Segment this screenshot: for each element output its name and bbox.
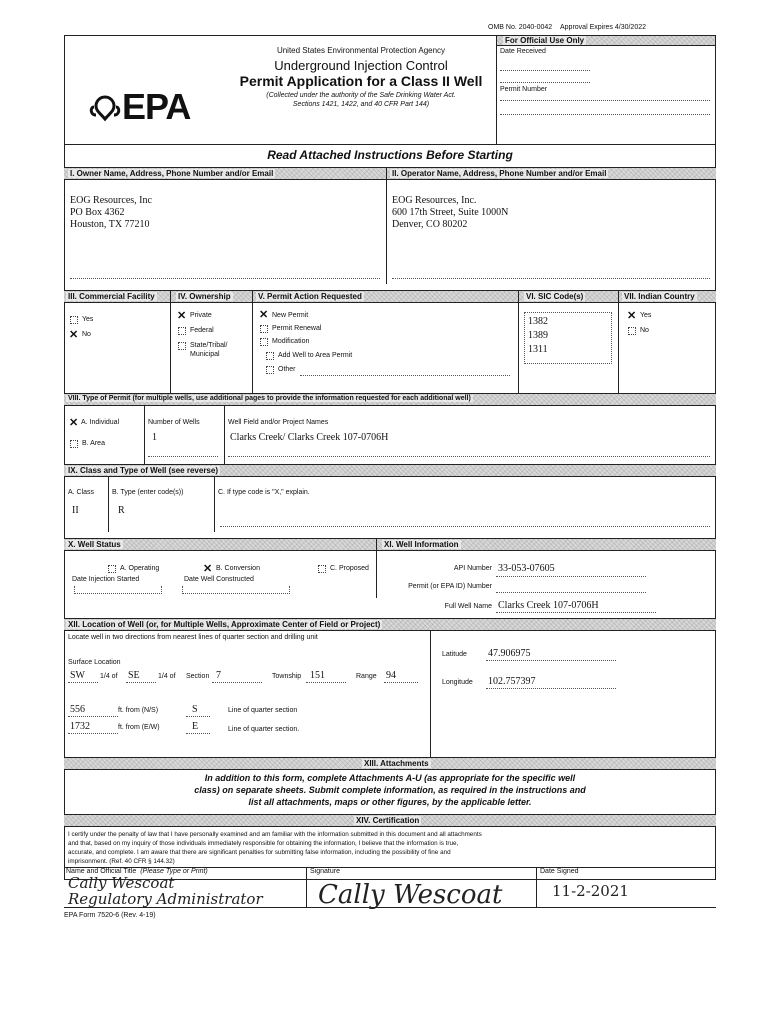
new-permit-checkbox[interactable]: ✕	[259, 309, 269, 321]
epa-flower-icon	[88, 93, 122, 123]
surface-location-label: Surface Location	[68, 659, 121, 666]
number-of-wells-label: Number of Wells	[148, 419, 200, 426]
owner-line-1: EOG Resources, Inc	[70, 195, 152, 206]
status-proposed-label: C. Proposed	[330, 565, 369, 572]
commercial-yes-label: Yes	[82, 316, 94, 323]
number-of-wells-value[interactable]: 1	[152, 432, 157, 443]
new-permit-label: New Permit	[272, 312, 309, 319]
ownership-federal-checkbox[interactable]	[178, 327, 186, 335]
ownership-federal-label: Federal	[190, 327, 214, 334]
range-value[interactable]: 94	[386, 670, 396, 681]
ns-direction-value[interactable]: S	[192, 704, 198, 715]
section-3-7-header: III. Commercial Facility IV. Ownership V. Permit Action Requested VI. SIC Code(s) VII. Indian Country	[64, 290, 716, 303]
official-use-header: For Official Use Only	[497, 36, 715, 46]
program-name: Underground Injection Control	[274, 58, 448, 73]
permit-id-field[interactable]	[496, 592, 646, 593]
indian-country-yes-checkbox[interactable]: ✕	[627, 310, 637, 322]
omb-number: OMB No. 2040-0042	[488, 24, 553, 31]
section-14-header: XIV. Certification	[64, 814, 716, 827]
permit-number-label: Permit Number	[500, 86, 548, 93]
status-operating-label: A. Operating	[120, 565, 160, 572]
add-well-label: Add Well to Area Permit	[278, 352, 353, 359]
latitude-label: Latitude	[442, 651, 467, 658]
date-signed-value[interactable]: 11-2-2021	[552, 882, 629, 900]
section-13-header: XIII. Attachments	[64, 757, 716, 770]
certification-line-4: imprisonment. (Ref. 40 CFR § 144.32)	[68, 858, 175, 865]
permit-renewal-checkbox[interactable]	[260, 325, 268, 333]
township-value[interactable]: 151	[310, 670, 325, 681]
signature[interactable]: Cally Wescoat	[318, 880, 503, 910]
form-number: EPA Form 7520-6 (Rev. 4-19)	[64, 912, 156, 919]
other-label: Other	[278, 366, 296, 373]
ownership-private-checkbox[interactable]: ✕	[177, 310, 187, 322]
ew-distance-label: ft. from (E/W)	[118, 724, 160, 731]
date-signed-label: Date Signed	[540, 868, 579, 875]
status-proposed-checkbox[interactable]	[318, 565, 326, 573]
operator-line-3: Denver, CO 80202	[392, 219, 468, 230]
certification-line-1: I certify under the penalty of law that I have personally examined and am familiar with the information submitted in this document and all attachments	[68, 831, 482, 838]
permit-individual-label: A. Individual	[81, 419, 120, 426]
ownership-state-label: State/Tribal/	[190, 342, 228, 349]
indian-country-yes-label: Yes	[640, 312, 652, 319]
status-conversion-label: B. Conversion	[216, 565, 260, 572]
attachments-line-3: list all attachments, maps or other figures, by the applicable letter.	[248, 797, 532, 807]
permit-renewal-label: Permit Renewal	[272, 325, 322, 332]
well-field-value[interactable]: Clarks Creek/ Clarks Creek 107-0706H	[230, 432, 389, 443]
commercial-no-checkbox[interactable]: ✕	[69, 329, 79, 341]
status-operating-checkbox[interactable]	[108, 565, 116, 573]
epa-wordmark: EPA	[122, 86, 191, 127]
well-name-label: Full Well Name	[444, 603, 492, 610]
class-label: A. Class	[68, 489, 95, 496]
ew-distance-value[interactable]: 1732	[70, 721, 90, 732]
indian-country-no-label: No	[640, 327, 649, 334]
ownership-private-label: Private	[190, 312, 212, 319]
authority-line-1: (Collected under the authority of the Safe Drinking Water Act.	[266, 92, 456, 99]
form-title: Permit Application for a Class II Well	[239, 73, 483, 89]
authority-line-2: Sections 1421, 1422, and 40 CFR Part 144)	[292, 101, 430, 108]
ns-distance-value[interactable]: 556	[70, 704, 85, 715]
operator-line-2: 600 17th Street, Suite 1000N	[392, 207, 509, 218]
date-received-field[interactable]	[500, 70, 590, 71]
section-10-11-header: X. Well Status XI. Well Information	[64, 538, 716, 551]
epa-logo	[88, 93, 122, 128]
api-number-label: API Number	[453, 565, 492, 572]
attachments-line-2: class) on separate sheets. Submit complete information, as required in the instructions and	[194, 785, 586, 795]
certification-line-3: accurate, and complete. I am aware that there are significant penalties for submitting false information, including the possibility of fine and	[68, 849, 451, 856]
signer-name[interactable]: Cally Wescoat	[68, 874, 175, 892]
type-explain-label: C. If type code is "X," explain.	[218, 489, 310, 496]
ns-line-label: Line of quarter section	[228, 707, 298, 714]
api-number-value[interactable]: 33-053-07605	[498, 563, 555, 574]
date-injection-label: Date Injection Started	[72, 576, 140, 583]
sic-code-1: 1382	[528, 316, 548, 327]
sic-code-2: 1389	[528, 330, 548, 341]
range-label: Range	[356, 673, 377, 680]
permit-area-label: B. Area	[82, 440, 105, 447]
operator-line-1: EOG Resources, Inc.	[392, 195, 477, 206]
date-injection-field[interactable]	[74, 586, 162, 594]
class-value[interactable]: II	[72, 505, 79, 516]
ownership-state-checkbox[interactable]	[178, 342, 186, 350]
signature-label: Signature	[310, 868, 340, 875]
latitude-value[interactable]: 47.906975	[488, 648, 531, 659]
other-field[interactable]	[300, 375, 510, 376]
quarter-2-label: 1/4 of	[158, 673, 176, 680]
permit-individual-checkbox[interactable]: ✕	[69, 417, 79, 429]
attachments-line-1: In addition to this form, complete Attachments A-U (as appropriate for the specific well	[204, 773, 576, 783]
indian-country-no-checkbox[interactable]	[628, 327, 636, 335]
modification-checkbox[interactable]	[260, 338, 268, 346]
other-checkbox[interactable]	[266, 366, 274, 374]
ew-direction-value[interactable]: E	[192, 721, 199, 732]
owner-line-2: PO Box 4362	[70, 207, 125, 218]
commercial-no-label: No	[82, 331, 91, 338]
date-constructed-field[interactable]	[182, 586, 290, 594]
agency-name: United States Environmental Protection Agency	[276, 46, 446, 55]
section-value[interactable]: 7	[216, 670, 221, 681]
certification-line-2: and that, based on my inquiry of those individuals immediately responsible for obtaining the information, I believe that the information is true,	[68, 840, 459, 847]
commercial-yes-checkbox[interactable]	[70, 316, 78, 324]
type-label: B. Type (enter code(s))	[112, 489, 184, 496]
section-8-header: VIII. Type of Permit (for multiple wells, use additional pages to provide the information requested for each additional well)	[64, 393, 716, 406]
permit-number-field[interactable]	[500, 100, 710, 101]
type-explain-field[interactable]	[220, 526, 710, 527]
modification-label: Modification	[272, 338, 310, 345]
quarter-2-value[interactable]: SE	[128, 670, 140, 681]
ew-line-label: Line of quarter section.	[228, 726, 300, 733]
section-9-header: IX. Class and Type of Well (see reverse)	[64, 464, 716, 477]
name-title-label: Name and Official Title (Please Type or Print)	[66, 868, 208, 875]
ns-distance-label: ft. from (N/S)	[118, 707, 159, 714]
add-well-checkbox[interactable]	[266, 352, 274, 360]
ownership-municipal-label: Municipal	[190, 351, 220, 358]
township-label: Township	[272, 673, 302, 680]
status-conversion-checkbox[interactable]: ✕	[203, 563, 213, 575]
well-field-label: Well Field and/or Project Names	[228, 419, 329, 426]
type-value[interactable]: R	[118, 505, 125, 516]
quarter-1-value[interactable]: SW	[70, 670, 85, 681]
quarter-1-label: 1/4 of	[100, 673, 118, 680]
owner-line-3: Houston, TX 77210	[70, 219, 150, 230]
locate-instruction: Locate well in two directions from nearest lines of quarter section and drilling unit	[68, 634, 318, 641]
section-label: Section	[186, 673, 210, 680]
section-1-2-header: I. Owner Name, Address, Phone Number and/or Email II. Operator Name, Address, Phone Number and/or Email	[64, 167, 716, 180]
permit-id-label: Permit (or EPA ID) Number	[408, 583, 492, 590]
sic-code-3: 1311	[528, 344, 548, 355]
longitude-label: Longitude	[442, 679, 473, 686]
date-constructed-label: Date Well Constructed	[184, 576, 254, 583]
permit-area-checkbox[interactable]	[70, 440, 78, 448]
well-name-value[interactable]: Clarks Creek 107-0706H	[498, 600, 599, 611]
section-12-header: XII. Location of Well (or, for Multiple Wells, Approximate Center of Field or Project)	[64, 618, 716, 631]
longitude-value[interactable]: 102.757397	[488, 676, 536, 687]
instructions-banner: Read Attached Instructions Before Starting	[267, 148, 513, 162]
signer-title[interactable]: Regulatory Administrator	[68, 890, 263, 908]
approval-expires: Approval Expires 4/30/2022	[560, 24, 646, 31]
date-received-label: Date Received	[500, 48, 546, 55]
